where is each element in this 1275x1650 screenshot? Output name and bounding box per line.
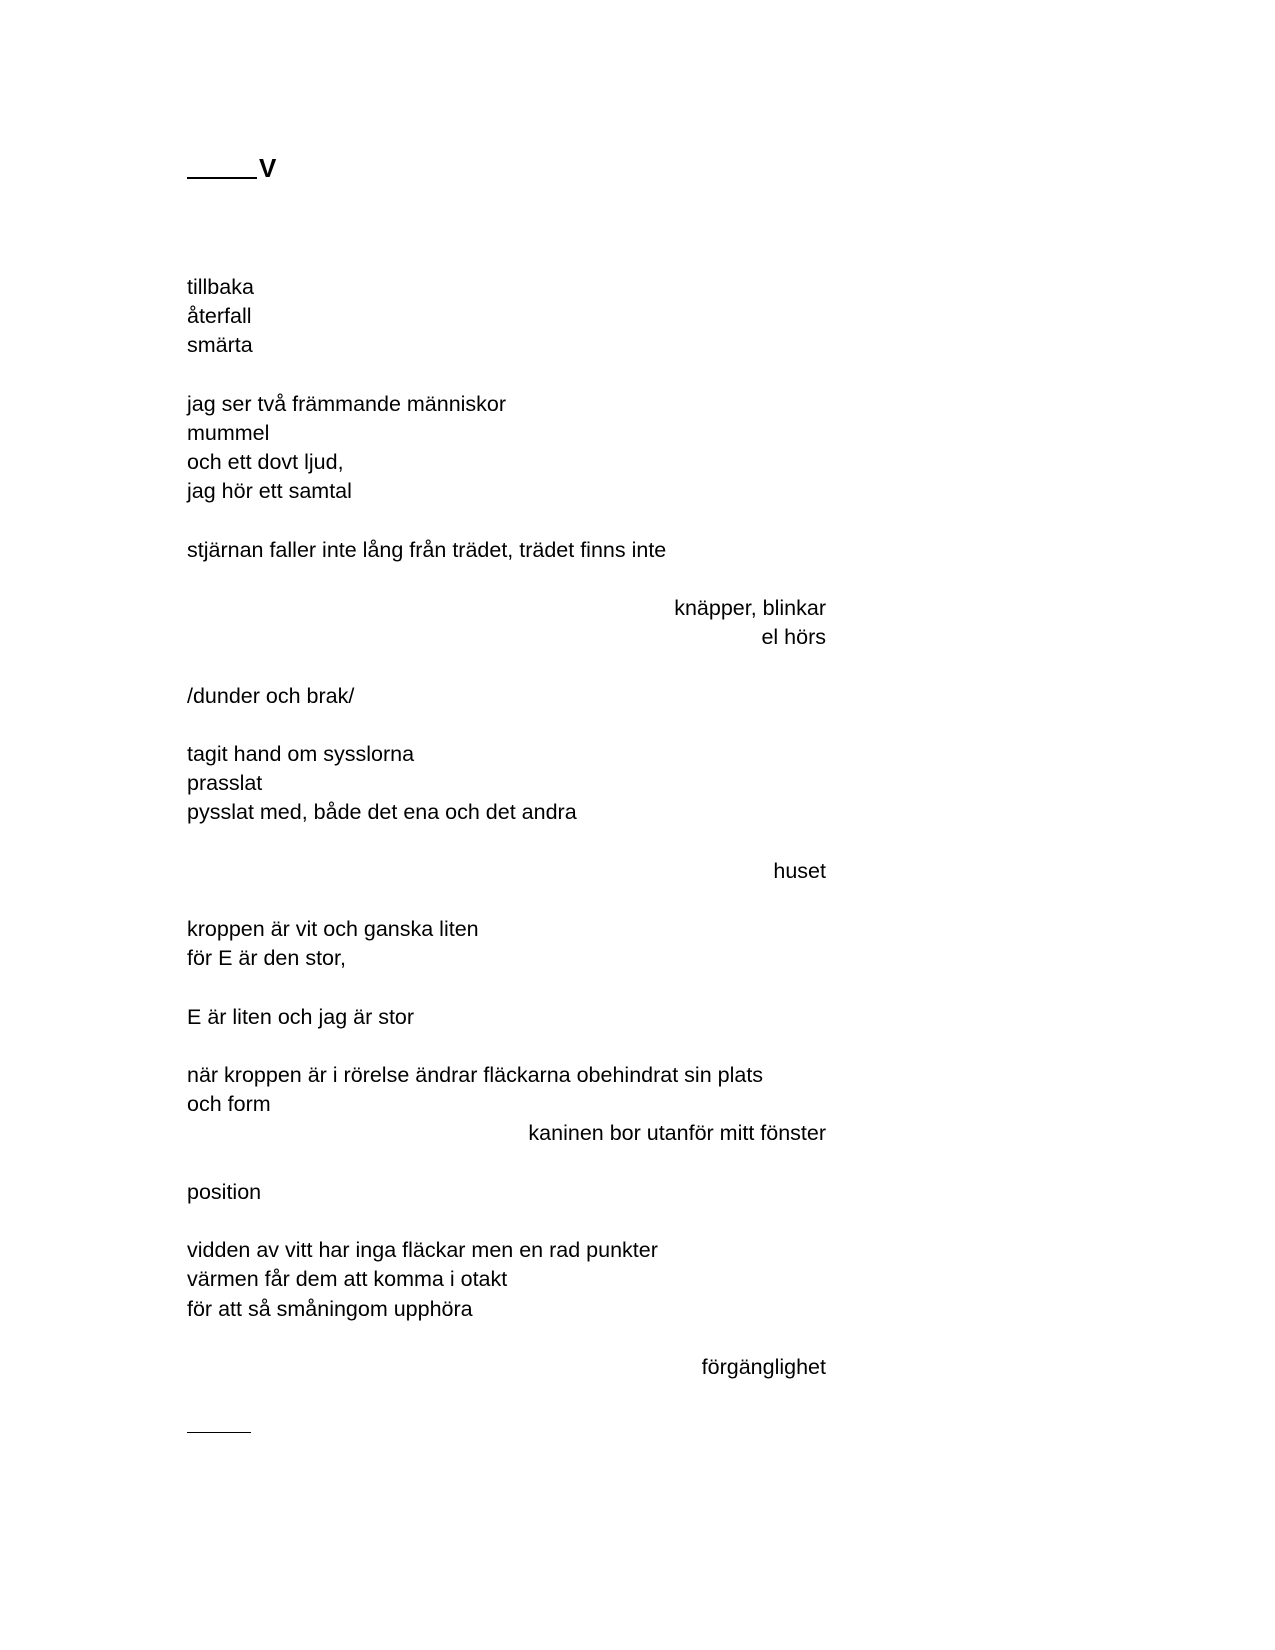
poem-line: el hörs — [761, 625, 826, 650]
stanza — [187, 682, 826, 711]
poem-line: och form — [187, 1092, 271, 1117]
stanza — [187, 1236, 826, 1324]
stanza-right-aligned — [187, 1353, 826, 1382]
poem-line: förgänglighet — [701, 1354, 826, 1379]
poem-line: tagit hand om sysslorna — [187, 742, 415, 766]
stanza — [187, 1003, 826, 1032]
poem-line: kaninen bor utanför mitt fönster — [528, 1121, 826, 1146]
stanza — [187, 273, 826, 361]
poem-line: pysslat med, både det ena och det andra — [187, 800, 577, 825]
poem-line: vidden av vitt har inga fläckar men en rad punkter — [187, 1238, 658, 1263]
poem-line: position — [187, 1179, 262, 1204]
poem-line: E är liten och jag är stor — [187, 1004, 415, 1029]
poem-body — [187, 273, 826, 1411]
poem-line: /dunder och brak/ — [187, 683, 355, 708]
poem-line: knäpper, blinkar — [674, 596, 826, 621]
poem-line: prasslat — [187, 771, 263, 796]
title-underline — [187, 150, 257, 179]
poem-line: och ett dovt ljud, — [187, 450, 344, 475]
stanza — [187, 536, 826, 565]
poem-line: tillbaka — [187, 275, 254, 299]
stanza — [187, 1061, 826, 1119]
poem-line: kroppen är vit och ganska liten — [187, 917, 479, 942]
end-divider — [187, 1432, 251, 1433]
poem-line: smärta — [187, 333, 253, 358]
poem-title-text: V — [259, 153, 277, 183]
poem-line: värmen får dem att komma i otakt — [187, 1267, 508, 1292]
stanza-right-aligned — [187, 594, 826, 652]
poem-line: för att så småningom upphöra — [187, 1296, 473, 1321]
stanza — [187, 390, 826, 507]
poem-line: jag hör ett samtal — [187, 479, 352, 504]
poem-line: stjärnan faller inte lång från trädet, trädet finns inte — [187, 537, 667, 562]
poem-line: återfall — [187, 304, 252, 329]
stanza-right-aligned — [187, 1119, 826, 1148]
poem-line: mummel — [187, 420, 270, 445]
poem-line: jag ser två främmande människor — [187, 391, 507, 416]
poem-line: huset — [773, 858, 826, 883]
poem-line: för E är den stor, — [187, 946, 346, 971]
stanza — [187, 1178, 826, 1207]
poem-title — [187, 150, 276, 186]
stanza — [187, 740, 826, 828]
poem-line: när kroppen är i rörelse ändrar fläckarna obehindrat sin plats — [187, 1063, 764, 1088]
stanza-right-aligned — [187, 857, 826, 886]
stanza — [187, 915, 826, 973]
